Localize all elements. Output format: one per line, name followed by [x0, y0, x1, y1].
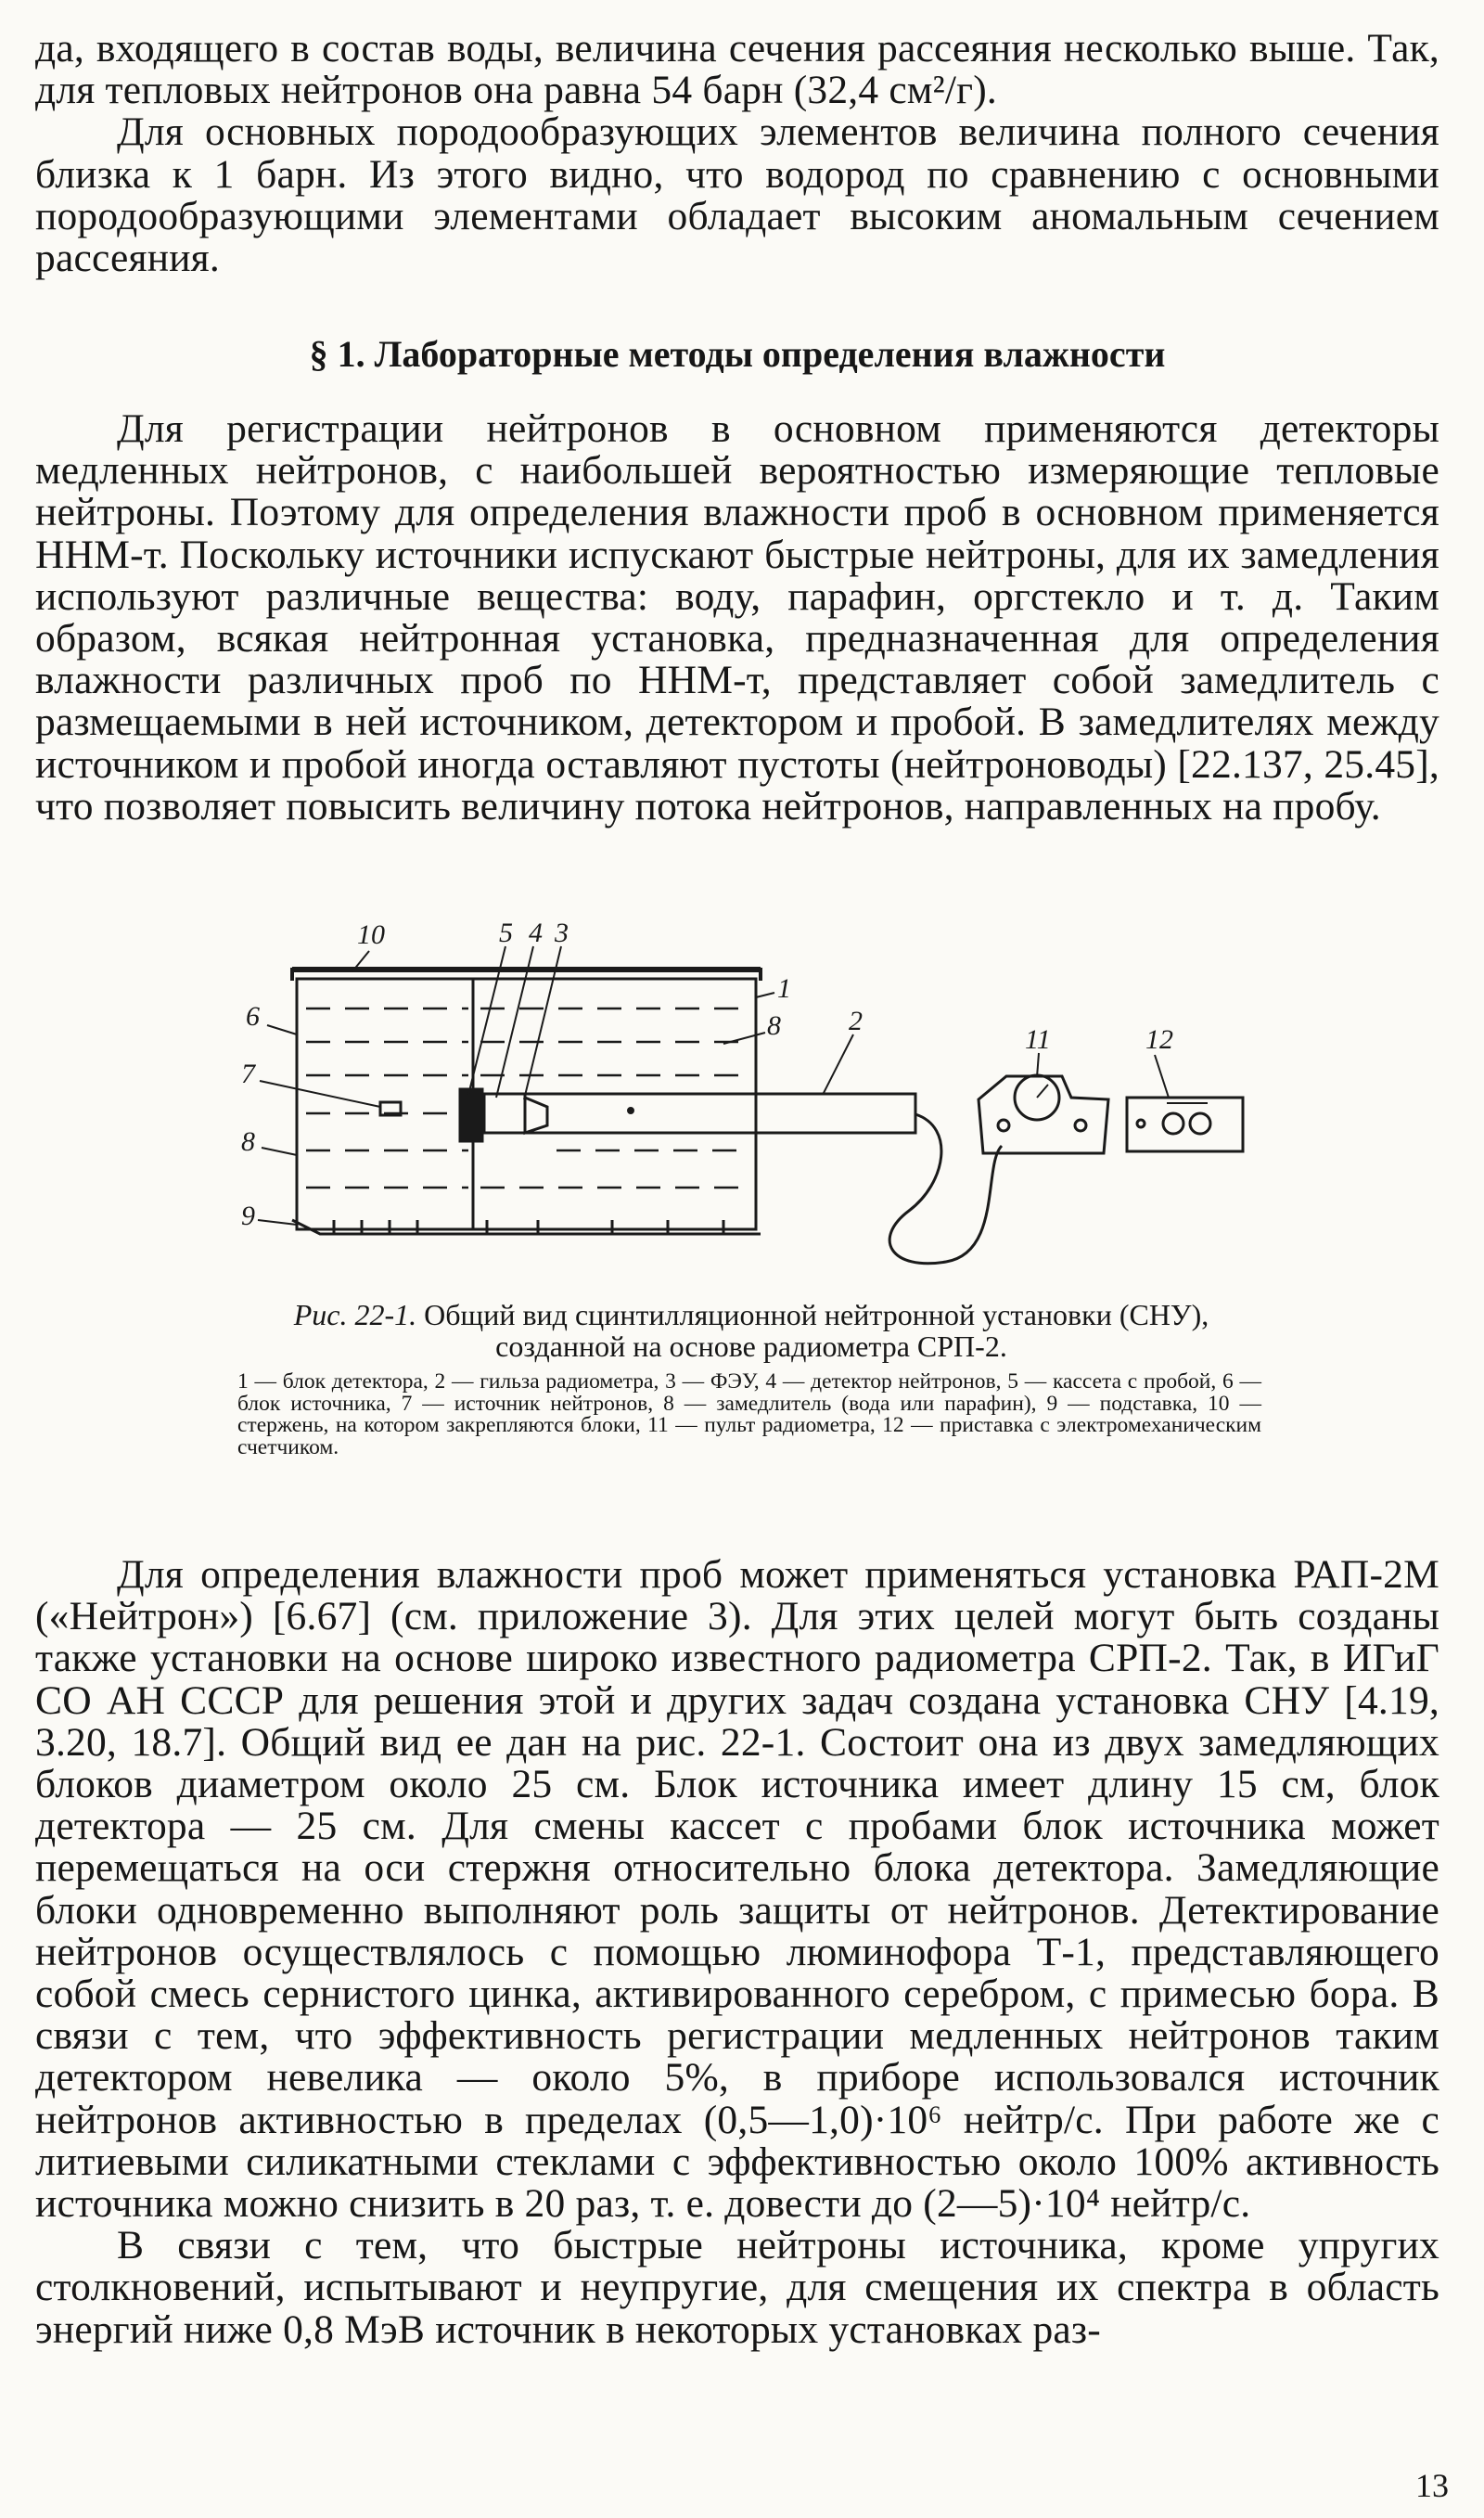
label-2: 2: [849, 1006, 863, 1036]
label-6: 6: [246, 1001, 260, 1032]
top-text: [35, 28, 1439, 279]
paragraph-snu: Для определения влажности проб может применяться установка РАП-2М («Нейтрон») [6.67] (см. приложение 3). Для этих целей могут быть созданы также установки на основе широко известного радиометра СРП-2. Так, в ИГиГ СО АН СССР для решения этой и других задач создана установка СНУ [4.19, 3.20, 18.7]. Общий вид ее дан на рис. 22-1. Состоит она из двух замедляющих блоков диаметром около 25 см. Блок источника имеет длину 15 см, блок детектора — 25 см. Для смены кассет с пробами блок источника может перемещаться на оси стержня относительно блока детектора. Замедляющие блоки одновременно выполняют роль защиты от нейтронов. Детектирование нейтронов осуществлялось с помощью люминофора Т-1, представляющего собой смесь сернистого цинка, активированного серебром, с примесью бора. В связи с тем, что эффективность регистрации медленных нейтронов таким детектором невелика — около 5%, в приборе использовался источник нейтронов активностью в пределах (0,5—1,0)·10⁶ нейтр/с. При работе же с литиевыми силикатными стеклами с эффективностью около 100% активность источника можно снизить в 20 раз, т. е. довести до (2—5)·10⁴ нейтр/с.: [35, 1552, 1439, 2227]
intro-text: [35, 408, 1439, 828]
figure-apparatus: [241, 905, 1261, 1276]
label-5: 5: [499, 918, 513, 948]
label-8-left: 8: [241, 1126, 255, 1157]
label-1: 1: [777, 973, 791, 1004]
bottom-text: [35, 1554, 1439, 2351]
radiometer-console: [979, 1076, 1108, 1153]
label-7: 7: [241, 1059, 255, 1089]
radiometer-sleeve: [484, 1094, 915, 1133]
caption-label: Рис. 22-1.: [293, 1298, 417, 1331]
page-number: 13: [1415, 2467, 1449, 2504]
pmt-icon: [484, 1094, 525, 1133]
paragraph-intro: Для регистрации нейтронов в основном применяются детекторы медленных нейтронов, с наибольшей вероятностью измеряющие тепловые нейтроны. Поэтому для определения влажности проб в основном применяется ННМ-т. Поскольку источники испускают быстрые нейтроны, для их замедления используют различные вещества: воду, парафин, оргстекло и т. д. Таким образом, всякая нейтронная установка, предназначенная для определения влажности различных проб по ННМ-т, представляет собой замедлитель с размещаемыми в ней источником, детектором и пробой. В замедлителях между источником и пробой иногда оставляют пустоты (нейтроноводы) [22.137, 25.45], что позволяет повысить величину потока нейтронов, направленных на пробу.: [35, 406, 1439, 829]
label-3: 3: [555, 918, 569, 948]
paragraph-fast-neutrons: В связи с тем, что быстрые нейтроны источника, кроме упругих столкновений, испытывают и неупругие, для смещения их спектра в область энергий ниже 0,8 МэВ источник в некоторых установках раз-: [35, 2223, 1439, 2352]
paragraph-continued: да, входящего в состав воды, величина сечения рассеяния несколько выше. Так, для тепловых нейтронов она равна 54 барн (32,4 см²/г).: [35, 26, 1439, 113]
label-12: 12: [1145, 1024, 1173, 1055]
label-10: 10: [357, 919, 385, 950]
label-9: 9: [241, 1201, 255, 1231]
figure-legend: 1 — блок детектора, 2 — гильза радиометра, 3 — ФЭУ, 4 — детектор нейтронов, 5 — кассета с пробой, 6 — блок источника, 7 — источник нейтронов, 8 — замедлитель (вода или парафин), 9 — подставка, 10 — стержень, на котором закрепляются блоки, 11 — пульт радиометра, 12 — приставка с электромеханическим счетчиком.: [237, 1369, 1261, 1459]
paragraph-cross-section: Для основных породообразующих элементов величина полного сечения близка к 1 барн. Из этого видно, что водород по сравнению с основными породообразующими элементами обладает высоким аномальным сечением рассеяния.: [35, 109, 1439, 281]
figure-caption: [232, 1299, 1271, 1362]
label-4: 4: [529, 918, 543, 948]
sample-cassette: [459, 1088, 483, 1142]
label-8-right: 8: [767, 1010, 781, 1041]
label-11: 11: [1025, 1024, 1051, 1055]
caption-text: Общий вид сцинтилляционной нейтронной установки (СНУ), созданной на основе радиометра СРП-2.: [424, 1298, 1209, 1363]
cable: [889, 1114, 1002, 1264]
section-heading: § 1. Лабораторные методы определения влажности: [309, 333, 1166, 375]
detector-icon: [525, 1098, 547, 1133]
